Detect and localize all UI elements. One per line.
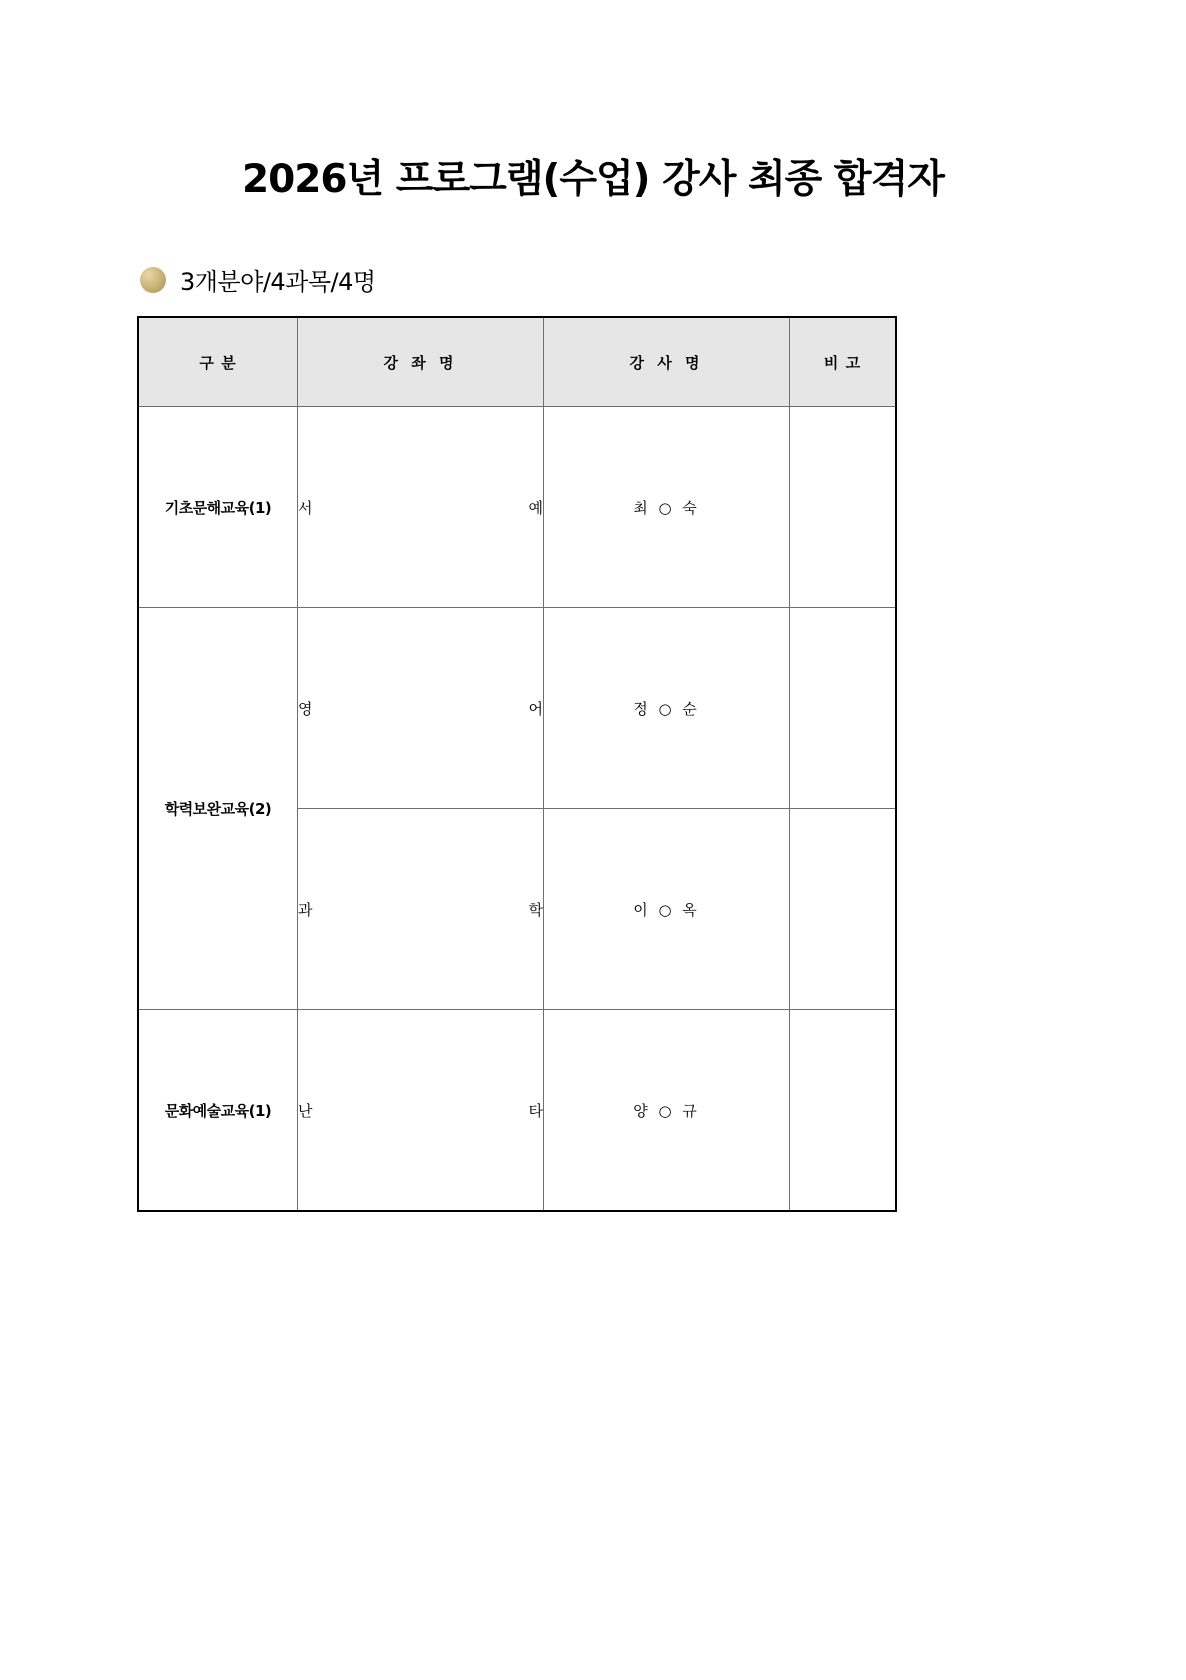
cell-course	[298, 608, 544, 809]
cell-instructor: 최 ○ 숙	[544, 407, 790, 608]
course-text-left: 난	[298, 1101, 313, 1120]
cell-instructor: 이 ○ 옥	[544, 809, 790, 1010]
cell-category: 학력보완교육(2)	[138, 608, 298, 1010]
course-text-left: 과	[298, 900, 313, 919]
cell-category: 기초문해교육(1)	[138, 407, 298, 608]
course-text-right: 타	[528, 1101, 543, 1120]
table-header-row	[138, 317, 896, 407]
table-row	[138, 1010, 896, 1212]
course-text-right: 예	[528, 498, 543, 517]
results-table	[137, 316, 897, 1212]
cell-instructor: 양 ○ 규	[544, 1010, 790, 1212]
summary-text: 3개분야/4과목/4명	[180, 268, 376, 296]
course-text-left: 영	[298, 699, 313, 718]
cell-course	[298, 809, 544, 1010]
header-note: 비 고	[790, 317, 897, 407]
summary-line	[140, 262, 376, 297]
table-row	[138, 407, 896, 608]
cell-course	[298, 1010, 544, 1212]
cell-note	[790, 407, 897, 608]
table-header	[138, 317, 896, 407]
cell-instructor: 정 ○ 순	[544, 608, 790, 809]
course-text-right: 어	[528, 699, 543, 718]
page-title: 2026년 프로그램(수업) 강사 최종 합격자	[242, 157, 944, 202]
table-row	[138, 608, 896, 809]
cell-note	[790, 809, 897, 1010]
cell-course	[298, 407, 544, 608]
header-course: 강 좌 명	[298, 317, 544, 407]
cell-note	[790, 608, 897, 809]
header-category: 구 분	[138, 317, 298, 407]
bullet-dot-icon	[140, 267, 166, 293]
course-text-left: 서	[298, 498, 313, 517]
cell-category: 문화예술교육(1)	[138, 1010, 298, 1212]
header-instructor: 강 사 명	[544, 317, 790, 407]
course-text-right: 학	[528, 900, 543, 919]
table-body	[138, 407, 896, 1212]
cell-note	[790, 1010, 897, 1212]
